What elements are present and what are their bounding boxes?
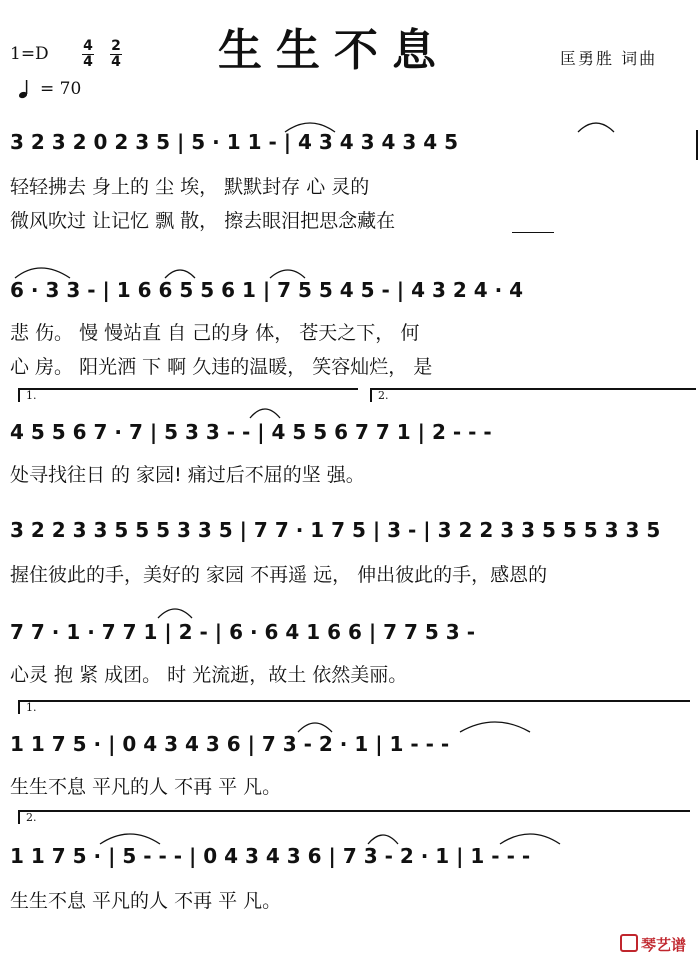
song-title: 生生不息 bbox=[218, 25, 450, 76]
time-sig-bottom: 4 bbox=[111, 54, 121, 70]
composer-credit: 匡勇胜 词曲 bbox=[560, 49, 658, 68]
volta-1-bracket bbox=[18, 700, 690, 702]
notes-line: 4 5 5 6 7 · 7 | 5 3 3 - - | 4 5 5 6 7 7 1 | 2 - - - bbox=[10, 420, 492, 444]
volta-1-label: 1. bbox=[26, 701, 37, 714]
lyric-verse-1: 处寻找往日 的 家园! 痛过后不屈的坚 强。 bbox=[10, 464, 365, 486]
slur-marks bbox=[0, 256, 700, 280]
lyric-verse-2: 心 房。 阳光洒 下 啊 久违的温暖， 笑容灿烂， 是 bbox=[10, 356, 433, 378]
lyric-underline bbox=[512, 232, 554, 233]
time-signature-2-4 bbox=[108, 40, 124, 69]
quarter-note-icon bbox=[18, 78, 32, 100]
lyric-verse-2: 微风吹过 让记忆 飘 散， 擦去眼泪把思念藏在 bbox=[10, 210, 396, 232]
key-signature: 1=D bbox=[10, 44, 49, 64]
lyric-verse-1: 轻轻拂去 身上的 尘 埃， 默默封存 心 灵的 bbox=[10, 176, 370, 198]
tempo-marking: = 70 bbox=[40, 79, 82, 99]
logo-icon bbox=[620, 934, 638, 952]
slur-marks bbox=[0, 822, 700, 846]
notes-line: 1 1 7 5 · | 5 - - - | 0 4 3 4 3 6 | 7 3 - 2 · 1 | 1 - - - bbox=[10, 844, 531, 868]
time-sig-bottom: 4 bbox=[83, 54, 93, 70]
notes-line: 3 2 3 2 0 2 3 5 | 5 · 1 1 - | 4 3 4 3 4 3 4 5 bbox=[10, 130, 459, 154]
volta-1-label: 1. bbox=[26, 389, 37, 402]
lyric-verse-1: 生生不息 平凡的人 不再 平 凡。 bbox=[10, 776, 282, 798]
time-signature-4-4 bbox=[80, 40, 96, 69]
slur-marks bbox=[0, 596, 700, 620]
notes-line: 6 · 3 3 - | 1 6 6 5 5 6 1 | 7 5 5 4 5 - | 4 3 2 4 · 4 bbox=[10, 278, 524, 302]
notes-line: 7 7 · 1 · 7 7 1 | 2 - | 6 · 6 4 1 6 6 | 7 7 5 3 - bbox=[10, 620, 475, 644]
notes-line: 1 1 7 5 · | 0 4 3 4 3 6 | 7 3 - 2 · 1 | 1 - - - bbox=[10, 732, 450, 756]
watermark-text: 琴艺谱 bbox=[641, 936, 687, 954]
volta-2-bracket bbox=[370, 388, 696, 390]
barline bbox=[696, 130, 698, 160]
lyric-verse-1: 生生不息 平凡的人 不再 平 凡。 bbox=[10, 890, 282, 912]
volta-2-label: 2. bbox=[26, 811, 37, 824]
lyric-verse-1: 悲 伤。 慢 慢站直 自 己的身 体， 苍天之下， 何 bbox=[10, 322, 420, 344]
volta-2-label: 2. bbox=[378, 389, 389, 402]
volta-2-bracket bbox=[18, 810, 690, 812]
volta-1-bracket bbox=[18, 388, 358, 390]
time-sig-top: 4 bbox=[83, 38, 93, 54]
lyric-verse-1: 握住彼此的手，美好的 家园 不再遥 远， 伸出彼此的手，感恩的 bbox=[10, 564, 548, 586]
notes-line: 3 2 2 3 3 5 5 5 3 3 5 | 7 7 · 1 7 5 | 3 - | 3 2 2 3 3 5 5 5 3 3 5 bbox=[10, 518, 661, 542]
lyric-verse-1: 心灵 抱 紧 成团。 时 光流逝，故土 依然美丽。 bbox=[10, 664, 408, 686]
slur-marks bbox=[0, 110, 700, 134]
slur-marks bbox=[0, 396, 700, 420]
time-sig-top: 2 bbox=[111, 38, 121, 54]
watermark-logo bbox=[620, 934, 686, 955]
slur-marks bbox=[0, 710, 700, 734]
